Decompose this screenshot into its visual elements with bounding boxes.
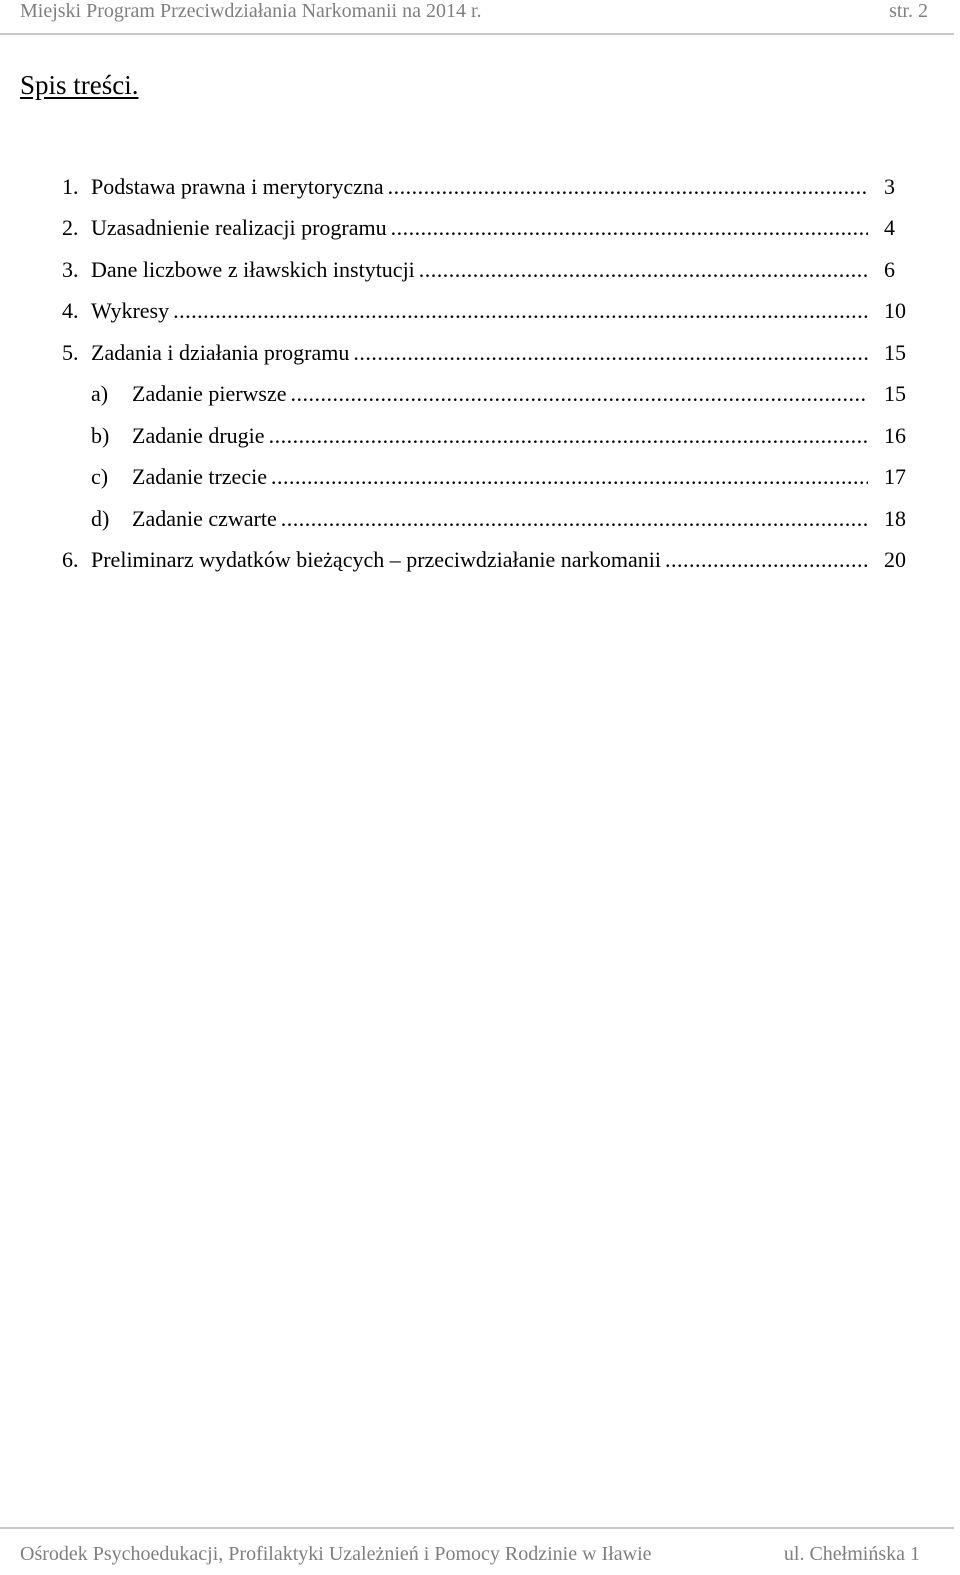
toc-dot-leader [281,501,868,537]
toc-subentry-letter: a) [91,381,109,406]
toc-subentry-page: 17 [884,464,906,489]
toc-subentry[interactable] [0,376,960,417]
toc-dot-leader [271,459,868,495]
toc-entry-number: 2. [62,215,79,240]
toc-entry-title: Podstawa prawna i merytoryczna [91,169,388,205]
toc-dot-leader [391,210,868,246]
toc-entry-page: 6 [884,257,895,282]
toc-subentry[interactable] [0,459,960,500]
toc-dot-leader [291,376,868,412]
toc-subentry[interactable] [0,501,960,542]
toc-entry-number: 1. [62,174,79,199]
toc-entry-number: 3. [62,257,79,282]
toc-subentry-page: 16 [884,423,906,448]
toc-subentry-title: Zadanie czwarte [132,501,281,537]
toc-dot-leader [388,169,868,205]
toc-entry-page: 10 [884,298,906,323]
toc-entry-number: 6. [62,547,79,572]
toc-entry-number: 4. [62,298,79,323]
toc-subentry-letter: b) [91,423,110,448]
toc-subentry-title: Zadanie trzecie [132,459,271,495]
toc-dot-leader [419,252,868,288]
toc-entry-title: Preliminarz wydatków bieżących – przeciwdziałanie narkomanii [91,542,665,578]
toc-entry-title: Zadania i działania programu [91,335,353,371]
toc-entry[interactable] [0,210,960,251]
toc-entry[interactable] [0,169,960,210]
toc-subentry[interactable] [0,418,960,459]
footer-organization: Ośrodek Psychoedukacji, Profilaktyki Uzależnień i Pomocy Rodzinie w Iławie [20,1543,652,1565]
toc-entry-number: 5. [62,340,79,365]
toc-dot-leader [173,293,868,329]
toc-entry-page: 20 [884,547,906,572]
toc-dot-leader [269,418,868,454]
toc-entry-title: Wykresy [91,293,173,329]
toc-subentry-page: 18 [884,506,906,531]
toc-entry-title: Uzasadnienie realizacji programu [91,210,391,246]
toc-entry[interactable] [0,542,960,583]
toc-subentry-title: Zadanie pierwsze [132,376,291,412]
toc-entry-title: Dane liczbowe z iławskich instytucji [91,252,419,288]
footer-address: ul. Chełmińska 1 [783,1543,920,1565]
header-title: Miejski Program Przeciwdziałania Narkomanii na 2014 r. [20,0,482,22]
toc-subentry-page: 15 [884,381,906,406]
toc-entry-page: 3 [884,174,895,199]
toc-subentry-letter: d) [91,506,110,531]
toc-heading: Spis treści. [20,70,139,100]
toc-entry[interactable] [0,252,960,293]
toc-entry-page: 15 [884,340,906,365]
toc-dot-leader [665,542,868,578]
page-footer [0,1527,954,1575]
toc-subentry-title: Zadanie drugie [132,418,269,454]
page-header [0,0,954,35]
toc-subentry-letter: c) [91,464,109,489]
toc-entry[interactable] [0,335,960,376]
toc-entry[interactable] [0,293,960,334]
header-page-number: str. 2 [889,0,928,22]
toc-dot-leader [353,335,868,371]
toc-entry-page: 4 [884,215,895,240]
